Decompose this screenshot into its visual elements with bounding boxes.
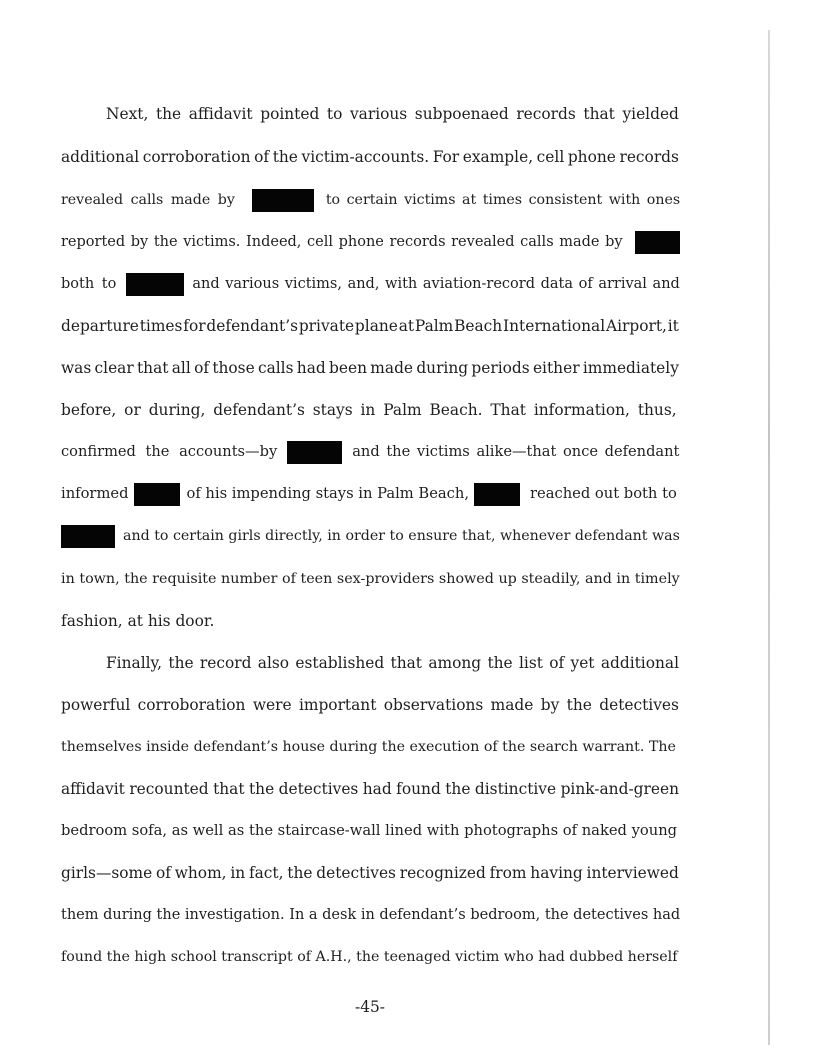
text-segment: confirmed the accounts—by <box>61 443 278 460</box>
text-line <box>61 944 679 970</box>
text-segment: informed <box>61 485 129 502</box>
text-line <box>61 566 679 592</box>
redaction-block <box>252 189 314 212</box>
text-segment: revealed calls made by <box>61 192 235 208</box>
text-segment: themselves inside defendant’s house during the execution of the search warrant. The <box>61 739 676 755</box>
text-line <box>61 818 679 844</box>
text-line <box>61 187 679 213</box>
redaction-block <box>474 483 520 506</box>
text-segment: Next, the affidavit pointed to various subpoenaed records that yielded <box>106 105 679 123</box>
redaction-block <box>287 441 342 464</box>
text-segment: bedroom sofa, as well as the staircase-wall lined with photographs of naked young <box>61 822 678 839</box>
text-segment: and to certain girls directly, in order to ensure that, whenever defendant was <box>123 528 680 544</box>
text-line <box>61 439 679 465</box>
text-segment: affidavit recounted that the detectives had found the distinctive pink-and-green <box>61 780 679 798</box>
text-segment: to certain victims at times consistent with ones <box>325 192 681 208</box>
text-segment: Finally, the record also established that among the list of yet additional <box>106 654 679 672</box>
text-line <box>61 860 679 886</box>
text-segment: fashion, at his door. <box>61 612 215 630</box>
redaction-block <box>134 483 180 506</box>
page-number: -45- <box>355 998 385 1016</box>
redaction-block <box>61 525 115 548</box>
text-segment: before, or during, defendant’s stays in Palm Beach. That information, thus, <box>61 401 677 419</box>
redaction-block <box>635 231 680 254</box>
text-segment: them during the investigation. In a desk in defendant’s bedroom, the detectives had <box>61 907 681 923</box>
scan-edge-divider <box>768 30 770 1045</box>
text-segment: found the high school transcript of A.H., the teenaged victim who had dubbed herself <box>61 949 678 965</box>
text-line <box>61 397 679 423</box>
text-segment: additional corroboration of the victim-accounts. For example, cell phone records <box>61 148 679 166</box>
text-line <box>61 229 679 255</box>
text-segment: girls—some of whom, in fact, the detectives recognized from having interviewed <box>61 864 679 882</box>
text-line <box>61 902 679 928</box>
text-segment: powerful corroboration were important observations made by the detectives <box>61 696 679 714</box>
text-line <box>61 313 679 339</box>
text-segment: of his impending stays in Palm Beach, <box>186 485 469 502</box>
text-segment: in town, the requisite number of teen sex-providers showed up steadily, and in timely <box>61 571 680 587</box>
redaction-block <box>126 273 184 296</box>
text-line <box>61 608 679 634</box>
text-segment: and the victims alike—that once defendant <box>352 443 680 460</box>
text-line <box>61 523 679 549</box>
text-line <box>61 481 679 507</box>
text-segment: was clear that all of those calls had been made during periods either immediately <box>61 359 679 377</box>
text-segment: and various victims, and, with aviation-record data of arrival and <box>192 276 680 292</box>
text-segment: reported by the victims. Indeed, cell phone records revealed calls made by <box>61 234 623 250</box>
text-line <box>61 101 679 127</box>
text-line <box>61 144 679 170</box>
text-line <box>61 734 679 760</box>
text-line <box>61 355 679 381</box>
text-line <box>61 650 679 676</box>
text-segment: departure times for defendant’s private plane at Palm Beach International Airport, it <box>61 317 679 335</box>
text-line <box>61 271 679 297</box>
text-segment: both to <box>61 276 117 292</box>
text-line <box>61 692 679 718</box>
text-line <box>61 776 679 802</box>
text-segment: reached out both to <box>530 485 677 502</box>
